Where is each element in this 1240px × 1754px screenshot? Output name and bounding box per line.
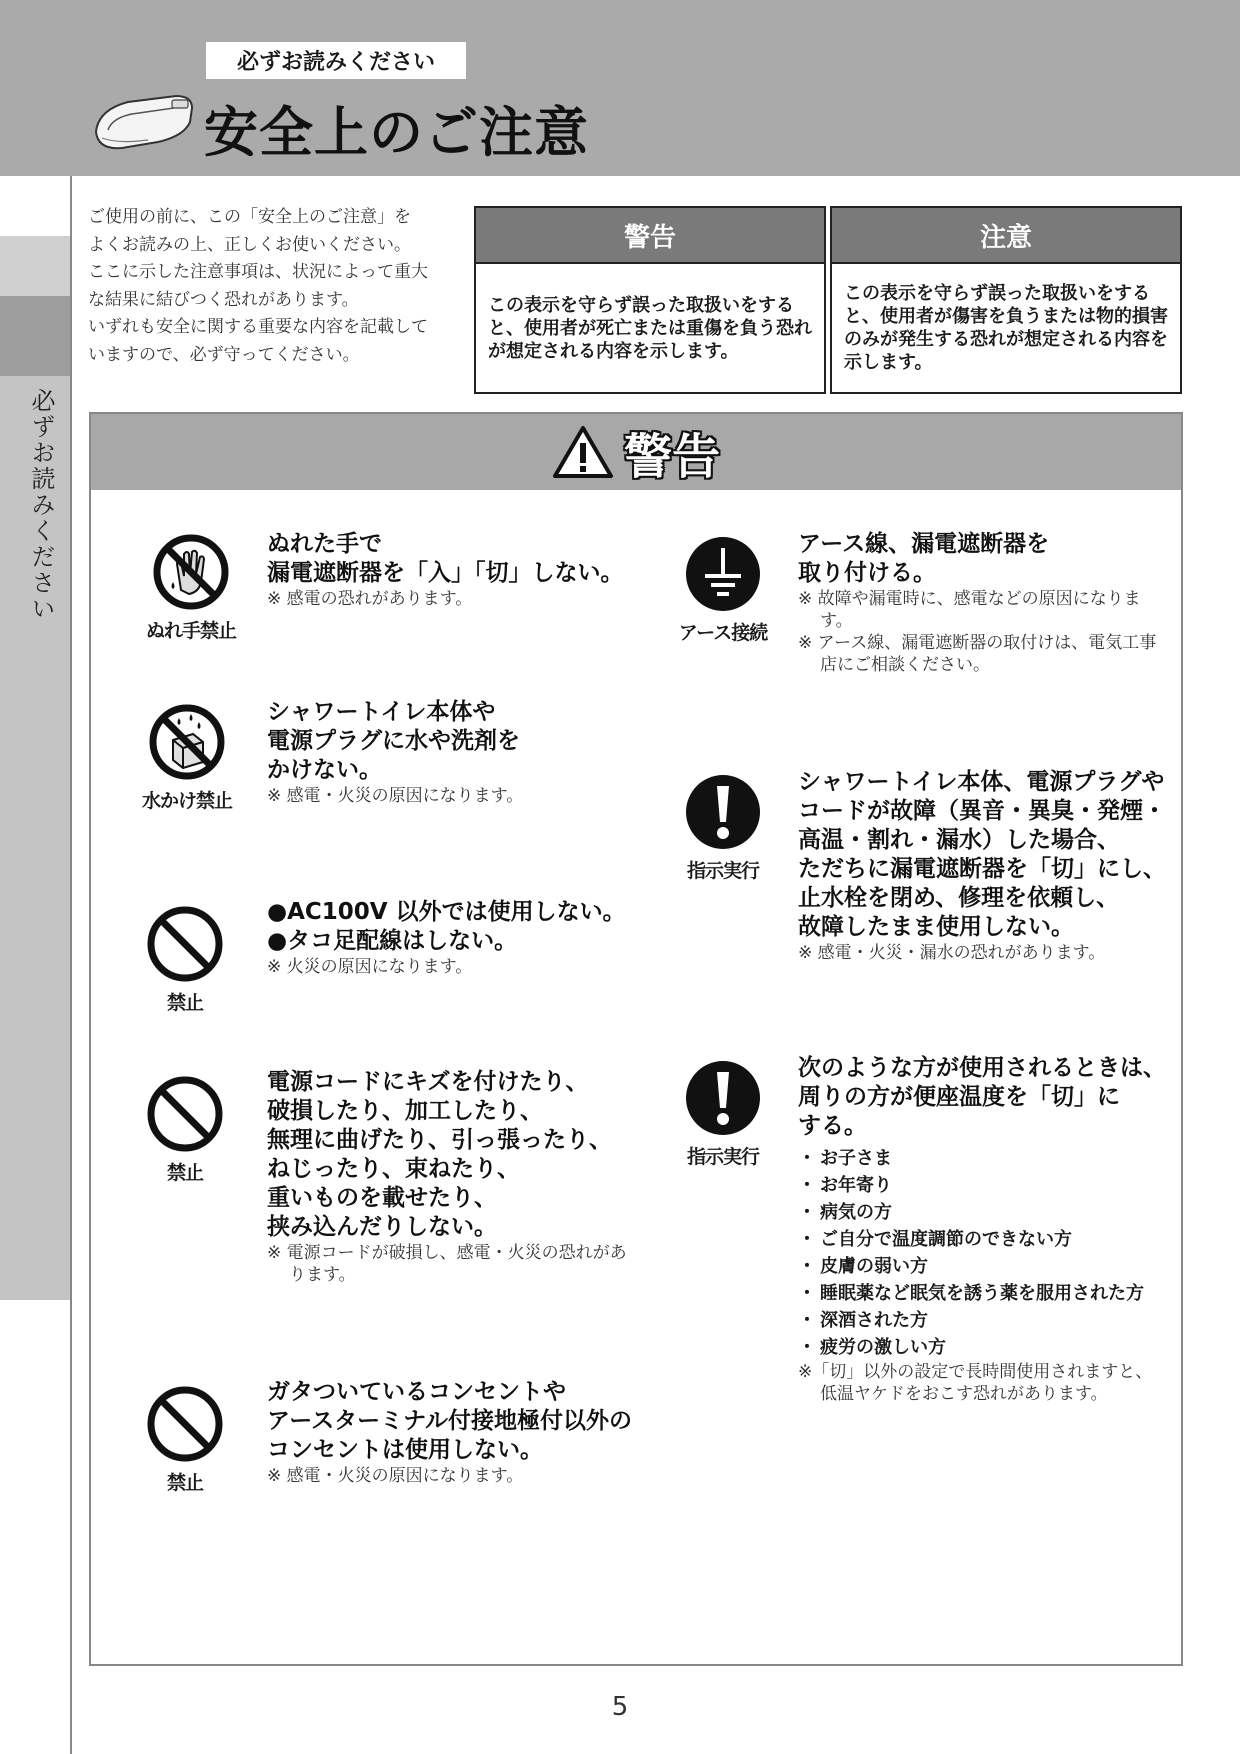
warning-line: 重いものを載せたり、 bbox=[267, 1185, 497, 1211]
warning-line: シャワートイレ本体、電源プラグや bbox=[798, 769, 1165, 795]
no-wet-hands-icon bbox=[151, 532, 231, 612]
side-tab-top bbox=[0, 236, 70, 296]
warning-line: コンセントは使用しない。 bbox=[267, 1437, 543, 1463]
warning-line: 止水栓を閉め、修理を依頼し、 bbox=[798, 885, 1120, 911]
warning-note: ※ 故障や漏電時に、感電などの原因になります。 bbox=[798, 589, 1141, 631]
warning-line: ●AC100V 以外では使用しない。 bbox=[267, 899, 626, 925]
warning-item-ground bbox=[798, 530, 1168, 676]
symbol-label: 指示実行 bbox=[686, 860, 759, 882]
warning-note: ※ 火災の原因になります。 bbox=[267, 957, 473, 977]
warning-item-power-cord bbox=[267, 1068, 637, 1286]
symbol-prohibited bbox=[130, 1384, 240, 1495]
warning-item-no-water bbox=[267, 698, 637, 807]
intro-line: な結果に結びつく恐れがあります。 bbox=[88, 289, 359, 310]
list-item: ・ 病気の方 bbox=[798, 1199, 1178, 1226]
warning-note: ※ 電源コードが破損し、感電・火災の恐れがあります。 bbox=[267, 1243, 627, 1285]
warning-note: ※ 感電の恐れがあります。 bbox=[267, 589, 473, 609]
legend-warning-box bbox=[474, 206, 826, 394]
symbol-label: 禁止 bbox=[166, 1162, 203, 1184]
list-item: ・ お子さま bbox=[798, 1145, 1178, 1172]
warning-section-title: 警告 bbox=[623, 428, 720, 485]
warning-line: コードが故障（異音・異臭・発煙・ bbox=[798, 798, 1166, 824]
symbol-label: 指示実行 bbox=[686, 1146, 759, 1168]
warning-note: ※ アース線、漏電遮断器の取付けは、電気工事店にご相談ください。 bbox=[798, 633, 1157, 675]
page-number: 5 bbox=[611, 1692, 629, 1722]
must-read-badge: 必ずお読みください bbox=[206, 42, 466, 79]
warning-triangle-icon bbox=[552, 425, 614, 479]
symbol-no-wet-hands bbox=[136, 532, 246, 643]
warning-line: 周りの方が便座温度を「切」に bbox=[798, 1084, 1120, 1110]
warning-line: 漏電遮断器を「入」「切」しない。 bbox=[267, 560, 624, 586]
warning-line: する。 bbox=[798, 1113, 867, 1139]
intro-line: ここに示した注意事項は、状況によって重大 bbox=[88, 262, 428, 282]
warning-section-header bbox=[91, 414, 1181, 490]
warning-line: アース線、漏電遮断器を bbox=[798, 531, 1050, 557]
symbol-label: 水かけ禁止 bbox=[141, 790, 232, 812]
symbol-ground-connection bbox=[668, 534, 778, 645]
warning-line: 高温・割れ・漏水）した場合、 bbox=[798, 827, 1120, 853]
intro-line: いずれも安全に関する重要な内容を記載して bbox=[88, 317, 428, 337]
ground-connection-icon bbox=[683, 534, 763, 614]
warning-line: 取り付ける。 bbox=[798, 560, 936, 586]
warning-line: ガタついているコンセントや bbox=[267, 1379, 566, 1405]
symbol-prohibited bbox=[130, 904, 240, 1015]
symbol-label: アース接続 bbox=[678, 622, 768, 644]
intro-line: ご使用の前に、この「安全上のご注意」を bbox=[88, 207, 411, 227]
warning-note: ※ 感電・火災・漏水の恐れがあります。 bbox=[798, 943, 1106, 963]
side-tab-marker bbox=[0, 296, 70, 376]
warning-line: 破損したり、加工したり、 bbox=[267, 1098, 543, 1124]
symbol-instruction bbox=[668, 1058, 778, 1169]
toilet-seat-icon bbox=[88, 92, 198, 154]
intro-line: いますので、必ず守ってください。 bbox=[88, 344, 360, 365]
symbol-instruction bbox=[668, 772, 778, 883]
legend-caution-title: 注意 bbox=[832, 208, 1180, 264]
intro-line: よくお読みの上、正しくお使いください。 bbox=[88, 234, 411, 255]
list-item: ・ 疲労の激しい方 bbox=[798, 1334, 1178, 1361]
warning-line: 次のような方が使用されるときは、 bbox=[798, 1055, 1166, 1081]
instruction-icon bbox=[683, 1058, 763, 1138]
warning-line: アースターミナル付接地極付以外の bbox=[267, 1408, 633, 1434]
list-item: ・ 皮膚の弱い方 bbox=[798, 1253, 1178, 1280]
warning-note: ※ 感電・火災の原因になります。 bbox=[267, 786, 524, 806]
warning-line: 電源プラグに水や洗剤を bbox=[267, 728, 520, 754]
symbol-label: 禁止 bbox=[166, 1472, 203, 1494]
intro-text bbox=[88, 204, 468, 369]
warning-line: 電源コードにキズを付けたり、 bbox=[267, 1069, 589, 1095]
legend-warning-title: 警告 bbox=[476, 208, 824, 264]
warning-line: ねじったり、束ねたり、 bbox=[267, 1156, 520, 1182]
warning-note: ※「切」以外の設定で長時間使用されますと、低温ヤケドをおこす恐れがあります。 bbox=[798, 1362, 1153, 1404]
warning-line: 無理に曲げたり、引っ張ったり、 bbox=[267, 1127, 612, 1153]
prohibited-icon bbox=[145, 904, 225, 984]
warning-item-outlet bbox=[267, 1378, 647, 1487]
left-margin-rule bbox=[70, 176, 72, 1754]
legend-caution-box bbox=[830, 206, 1182, 394]
prohibited-icon bbox=[145, 1384, 225, 1464]
list-item: ・ 睡眠薬など眠気を誘う薬を服用された方 bbox=[798, 1280, 1178, 1307]
warning-line: 挟み込んだりしない。 bbox=[267, 1214, 497, 1240]
warning-note: ※ 感電・火災の原因になります。 bbox=[267, 1466, 524, 1486]
symbol-label: 禁止 bbox=[166, 992, 203, 1014]
warning-line: ●タコ足配線はしない。 bbox=[267, 928, 518, 954]
person-list bbox=[798, 1145, 1178, 1361]
warning-line: かけない。 bbox=[267, 757, 382, 783]
list-item: ・ お年寄り bbox=[798, 1172, 1178, 1199]
instruction-icon bbox=[683, 772, 763, 852]
no-water-icon bbox=[147, 702, 227, 782]
warning-item-seat-temperature bbox=[798, 1054, 1178, 1405]
side-tab-label: 必ずお読みください bbox=[27, 388, 55, 622]
list-item: ・ 深酒された方 bbox=[798, 1307, 1178, 1334]
warning-item-wet-hands bbox=[267, 530, 637, 610]
warning-line: ぬれた手で bbox=[267, 531, 382, 557]
page-title: 安全上のご注意 bbox=[204, 101, 589, 164]
symbol-label: ぬれ手禁止 bbox=[145, 620, 236, 642]
symbol-no-water bbox=[132, 702, 242, 813]
warning-item-malfunction bbox=[798, 768, 1178, 964]
legend-caution-text: この表示を守らず誤った取扱いをすると、使用者が傷害を負うまたは物的損害のみが発生する恐れが想定される内容を示します。 bbox=[844, 283, 1168, 373]
warning-line: 故障したまま使用しない。 bbox=[798, 914, 1074, 940]
warning-item-ac100v bbox=[267, 898, 637, 978]
legend-warning-text: この表示を守らず誤った取扱いをすると、使用者が死亡または重傷を負う恐れが想定される内容を示します。 bbox=[488, 294, 812, 362]
warning-line: ただちに漏電遮断器を「切」にし、 bbox=[798, 856, 1166, 882]
prohibited-icon bbox=[145, 1074, 225, 1154]
symbol-prohibited bbox=[130, 1074, 240, 1185]
list-item: ・ ご自分で温度調節のできない方 bbox=[798, 1226, 1178, 1253]
warning-line: シャワートイレ本体や bbox=[267, 699, 496, 725]
